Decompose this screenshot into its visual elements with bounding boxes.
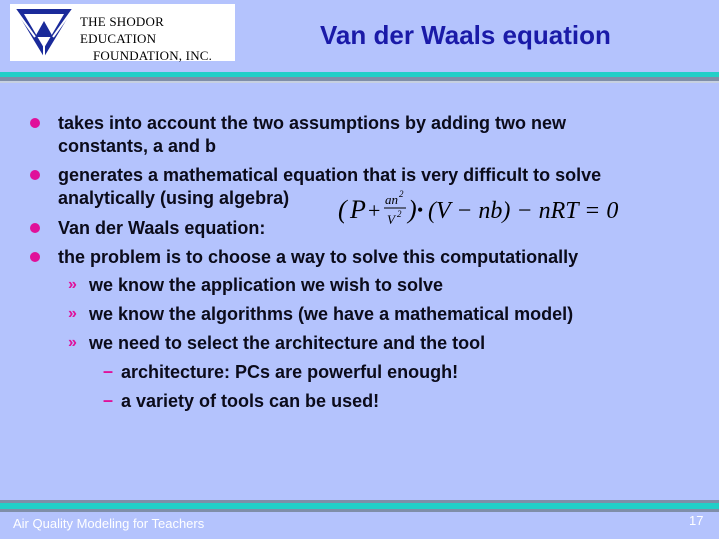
van-der-waals-equation	[338, 186, 619, 230]
eq-den-exp: 2	[397, 209, 402, 219]
bullet-dot	[30, 118, 40, 128]
eq-p: P	[350, 195, 366, 224]
sub-sub-bullet-marker: –	[103, 390, 114, 410]
bullet-1-line2: constants, a and b	[58, 136, 217, 156]
eq-num-exp: 2	[399, 189, 404, 199]
sub-sub-bullet-marker: –	[103, 361, 114, 381]
sub-bullet-2: we know the algorithms (we have a mathematical model)	[89, 304, 574, 324]
logo-line1: THE SHODOR EDUCATION	[80, 14, 164, 46]
bullet-2-line1: generates a mathematical equation that is very difficult to solve	[58, 165, 602, 185]
sub-sub-bullet-1: architecture: PCs are powerful enough!	[121, 362, 459, 382]
eq-close-paren: )	[408, 195, 417, 224]
eq-denominator: V	[387, 212, 395, 227]
slide-title: Van der Waals equation	[320, 20, 611, 50]
eq-rest: (V − nb) − nRT = 0	[428, 198, 619, 224]
bullet-dot	[30, 252, 40, 262]
sub-bullet-1: we know the application we wish to solve	[89, 275, 444, 295]
bullet-dot	[30, 223, 40, 233]
footer-text: Air Quality Modeling for Teachers	[13, 516, 205, 531]
sub-bullet-marker: »	[68, 334, 77, 351]
footer-band-dark-2	[0, 509, 719, 512]
bullet-dot	[30, 170, 40, 180]
bullet-1-line1: takes into account the two assumptions by adding two new	[58, 113, 567, 133]
eq-dot: •	[417, 200, 424, 220]
sub-bullet-marker: »	[68, 305, 77, 322]
eq-plus: +	[368, 198, 381, 223]
sub-bullet-3: we need to select the architecture and the tool	[89, 333, 486, 353]
sub-sub-bullet-2: a variety of tools can be used!	[121, 391, 380, 411]
page-number: 17	[689, 513, 704, 528]
bullet-2-line2: analytically (using algebra)	[58, 188, 290, 208]
bullet-3-line1: Van der Waals equation:	[58, 218, 266, 238]
eq-open-paren: (	[338, 195, 347, 224]
eq-numerator: an	[385, 192, 398, 207]
sub-bullet-marker: »	[68, 276, 77, 293]
bullet-4-line1: the problem is to choose a way to solve this computationally	[58, 247, 579, 267]
logo-line2: FOUNDATION, INC.	[93, 48, 213, 63]
